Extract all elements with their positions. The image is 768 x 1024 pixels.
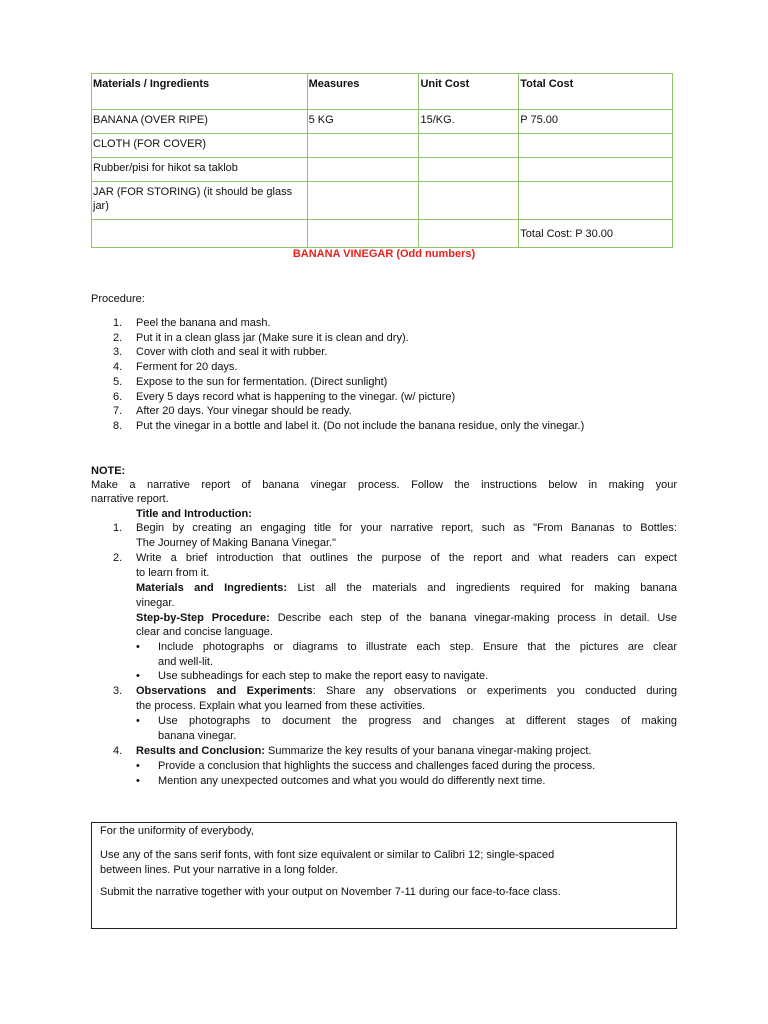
step-number: 5.	[113, 375, 123, 388]
bullet-icon: •	[136, 641, 140, 653]
section-title: BANANA VINEGAR (Odd numbers)	[292, 248, 476, 260]
bullet-text: and well-lit.	[158, 656, 214, 668]
procedure-step: Peel the banana and mash.	[136, 317, 271, 329]
procedure-step: Put it in a clean glass jar (Make sure it is clean and dry).	[136, 331, 409, 344]
table-cell: CLOTH (FOR COVER)	[92, 134, 308, 158]
table-cell: 15/KG.	[419, 110, 519, 134]
procedure-step: Cover with cloth and seal it with rubber.	[136, 346, 328, 359]
results-label: Results and Conclusion:	[136, 745, 265, 757]
procedure-step: After 20 days. Your vinegar should be ready.	[136, 405, 352, 418]
materials-text: vinegar.	[136, 597, 175, 609]
item-text: Write a brief introduction that outlines the purpose of the report and what readers can expect	[136, 552, 677, 564]
bullet-icon: •	[136, 670, 140, 682]
list-number: 1.	[113, 522, 123, 534]
list-number: 4.	[113, 745, 123, 757]
step-number: 7.	[113, 405, 123, 418]
table-header: Total Cost	[519, 74, 673, 110]
item-text: Begin by creating an engaging title for your narrative report, such as "From Bananas to Bottles:	[136, 522, 677, 534]
procedure-label: Procedure:	[91, 293, 145, 305]
bullet-icon: •	[136, 775, 140, 787]
table-header-row	[92, 74, 673, 110]
table-cell	[307, 134, 419, 158]
procedure-step: Put the vinegar in a bottle and label it. (Do not include the banana residue, only the vinegar.)	[136, 419, 585, 432]
note-intro-line: narrative report.	[91, 493, 169, 505]
results-line	[136, 744, 591, 758]
bullet-text: Provide a conclusion that highlights the success and challenges faced during the process.	[158, 760, 596, 772]
table-cell: JAR (FOR STORING) (it should be glass jar)	[92, 182, 308, 220]
box-line: between lines. Put your narrative in a long folder.	[100, 864, 338, 876]
bullet-text: banana vinegar.	[158, 730, 237, 742]
table-header: Unit Cost	[419, 74, 519, 110]
table-cell	[519, 134, 673, 158]
obs-label: Observations and Experiments	[136, 685, 313, 697]
bullet-text: Include photographs or diagrams to illustrate each step. Ensure that the pictures are clear	[158, 641, 677, 653]
list-number: 2.	[113, 552, 123, 564]
materials-table	[91, 73, 673, 248]
step-number: 2.	[113, 331, 123, 344]
subheading-title-intro: Title and Introduction:	[136, 508, 252, 520]
table-cell	[92, 220, 308, 248]
procedure-step: Expose to the sun for fermentation. (Direct sunlight)	[136, 375, 388, 388]
table-total-row	[92, 220, 673, 248]
step-label: Step-by-Step Procedure:	[136, 612, 270, 624]
table-cell: P 75.00	[519, 110, 673, 134]
procedure-step: Ferment for 20 days.	[136, 361, 238, 374]
obs-line	[136, 684, 677, 698]
total-cost-cell: Total Cost: P 30.00	[519, 220, 673, 248]
table-row	[92, 182, 673, 220]
step-line	[136, 611, 677, 625]
bullet-icon: •	[136, 715, 140, 727]
table-row	[92, 134, 673, 158]
note-label: NOTE:	[91, 465, 126, 477]
bullet-text: Mention any unexpected outcomes and what you would do differently next time.	[158, 775, 546, 787]
table-row	[92, 110, 673, 134]
table-cell	[419, 134, 519, 158]
table-cell	[307, 158, 419, 182]
materials-text: List all the materials and ingredients required for making banana	[297, 582, 677, 594]
table-cell: Rubber/pisi for hikot sa taklob	[92, 158, 308, 182]
step-number: 8.	[113, 419, 123, 432]
item-text: The Journey of Making Banana Vinegar."	[136, 537, 336, 549]
obs-text: the process. Explain what you learned from these activities.	[136, 700, 426, 712]
item-text: to learn from it.	[136, 567, 210, 579]
table-row	[92, 158, 673, 182]
box-line: Submit the narrative together with your output on November 7-11 during our face-to-face class.	[100, 886, 561, 898]
step-number: 3.	[113, 346, 123, 359]
bullet-text: Use subheadings for each step to make the report easy to navigate.	[158, 670, 489, 682]
obs-text: : Share any observations or experiments you conducted during	[312, 685, 678, 697]
step-number: 4.	[113, 361, 123, 374]
bullet-text: Use photographs to document the progress and changes at different stages of making	[158, 715, 677, 727]
step-number: 1.	[113, 317, 123, 329]
table-cell: BANANA (OVER RIPE)	[92, 110, 308, 134]
procedure-step: Every 5 days record what is happening to the vinegar. (w/ picture)	[136, 390, 456, 403]
table-header: Materials / Ingredients	[92, 74, 308, 110]
note-intro-line: Make a narrative report of banana vinegar process. Follow the instructions below in making your	[91, 479, 677, 491]
table-cell	[307, 182, 419, 220]
table-cell	[419, 220, 519, 248]
materials-line	[136, 581, 677, 595]
step-text: Describe each step of the banana vinegar-making process in detail. Use	[277, 612, 677, 624]
table-cell	[419, 182, 519, 220]
list-number: 3.	[113, 685, 123, 697]
table-cell	[419, 158, 519, 182]
step-number: 6.	[113, 390, 123, 403]
table-cell	[519, 182, 673, 220]
box-line: For the uniformity of everybody,	[100, 825, 254, 837]
table-header: Measures	[307, 74, 419, 110]
step-text: clear and concise language.	[136, 626, 273, 638]
table-cell	[519, 158, 673, 182]
results-text: Summarize the key results of your banana vinegar-making project.	[268, 745, 592, 757]
table-cell	[307, 220, 419, 248]
table-cell: 5 KG	[307, 110, 419, 134]
materials-label: Materials and Ingredients:	[136, 582, 288, 594]
bullet-icon: •	[136, 760, 140, 772]
box-line: Use any of the sans serif fonts, with font size equivalent or similar to Calibri 12; single-spaced	[100, 849, 555, 861]
